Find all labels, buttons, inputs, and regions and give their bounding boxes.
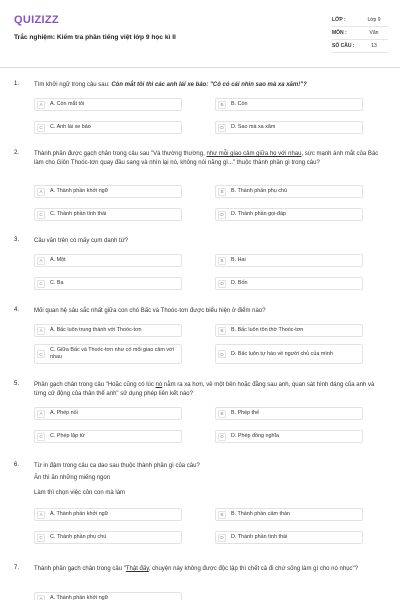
question-list	[0, 68, 400, 600]
meta-label: LỚP :	[332, 17, 346, 23]
option-letter-badge: A	[37, 257, 45, 265]
question-text: Tìm khởi ngữ trong câu sau: Còn mắt tôi thì các anh lái xe bảo: "Cô có cái nhìn sao mà xa xăm!"?	[34, 82, 307, 88]
answer-option[interactable]: D D. Bấc luôn tự hào về người chủ của mình	[215, 344, 363, 364]
option-letter-badge: B	[218, 327, 226, 335]
question-number: 3.	[14, 237, 20, 243]
option-letter-badge: D	[218, 433, 226, 441]
question-text: Câu văn trên có mấy cụm danh từ?	[34, 238, 129, 244]
poem-line: Làm thì chọn việc cỏn con mà làm	[34, 490, 126, 496]
meta-value: Văn	[369, 30, 379, 36]
option-letter-badge: C	[37, 350, 45, 358]
answer-option[interactable]: B B. Hai	[215, 254, 363, 267]
answer-option[interactable]: B B. Bấc luôn tôn thờ Thoóc-tơn	[215, 324, 363, 337]
option-letter-badge: A	[37, 327, 45, 335]
question-number: 1.	[14, 81, 20, 87]
quizizz-logo: QUIZIZZ	[14, 14, 59, 26]
answer-option[interactable]: B B. Còn	[215, 98, 363, 111]
question-number: 4.	[14, 307, 20, 313]
question-text: Mối quan hệ sâu sắc nhất giữa con chó Bấc và Thoóc-tơn được biểu hiện ở điểm nào?	[34, 308, 266, 314]
option-letter-badge: A	[37, 188, 45, 196]
worksheet-header	[0, 0, 400, 60]
option-letter-badge: C	[37, 211, 45, 219]
answer-option[interactable]: A A. Bấc luôn trung thành với Thoóc-tơn	[34, 324, 182, 337]
answer-option[interactable]: C C. Thành phần tình thái	[34, 208, 182, 221]
meta-label: MÔN :	[332, 30, 347, 36]
option-letter-badge: D	[218, 211, 226, 219]
question-number: 6.	[14, 462, 20, 468]
answer-option[interactable]: A A. Thành phần khởi ngữ	[34, 508, 182, 521]
option-letter-badge: A	[37, 595, 45, 600]
option-letter-badge: C	[37, 280, 45, 288]
answer-option[interactable]: C C. Thành phần phụ chú	[34, 531, 182, 544]
question-text: Thành phần gạch chân trong câu "Thật đấy, chuyện này không được độc lập thì chết cả đi chứ sống làm gì cho nó nhục"?	[34, 566, 359, 572]
answer-option[interactable]: A A. Một	[34, 254, 182, 267]
option-letter-badge: D	[218, 350, 226, 358]
option-letter-badge: B	[218, 410, 226, 418]
answer-option[interactable]: D D. Phép đồng nghĩa	[215, 430, 363, 443]
answer-option[interactable]: D D. Thành phần tình thái	[215, 531, 363, 544]
answer-option[interactable]: A A. Phép nối	[34, 407, 182, 420]
question-text: Phần gạch chân trong câu "Hoặc cũng có lúc nó nằm ra xa hơn, về một bên hoặc đằng sau anh, quan sát hình dáng của anh và từng cử động của thân thể anh" sử dụng phép liên kết nào?	[34, 382, 375, 397]
option-letter-badge: D	[218, 124, 226, 132]
answer-option[interactable]: A A. Còn mắt tôi	[34, 98, 182, 111]
answer-option[interactable]: A A. Thành phần khởi ngữ	[34, 185, 182, 198]
answer-option[interactable]: B B. Thành phần phụ chú	[215, 185, 363, 198]
question-number: 5.	[14, 381, 20, 387]
option-letter-badge: C	[37, 433, 45, 441]
meta-value: Lớp 9	[367, 17, 381, 23]
answer-option[interactable]: C C. Anh lái xe bảo	[34, 121, 182, 134]
answer-option[interactable]: B B. Thành phần cảm thán	[215, 508, 363, 521]
answer-option[interactable]: D D. Bốn	[215, 277, 363, 290]
option-letter-badge: D	[218, 534, 226, 542]
option-letter-badge: C	[37, 124, 45, 132]
answer-option[interactable]: C C. Ba	[34, 277, 182, 290]
page-title: Trắc nghiệm: Kiểm tra phần tiếng việt lớp 9 học kì II	[14, 34, 176, 41]
meta-row-class	[332, 14, 388, 27]
answer-option[interactable]: D D. Thành phần gọi-đáp	[215, 208, 363, 221]
answer-option[interactable]: C C. Giữa Bấc và Thoóc-tơn như có mối giao cảm với nhau	[34, 344, 182, 364]
option-letter-badge: B	[218, 511, 226, 519]
option-letter-badge: B	[218, 257, 226, 265]
answer-option[interactable]: A A. Thành phần khởi ngữ	[34, 592, 182, 600]
meta-info-table	[332, 14, 388, 53]
poem-line: Ăn thì ăn những miếng ngon	[34, 475, 111, 481]
meta-label: SỐ CÂU :	[332, 43, 355, 49]
question-number: 7.	[14, 565, 20, 571]
meta-value: 13	[371, 43, 377, 49]
answer-option[interactable]: C C. Phép lặp từ	[34, 430, 182, 443]
option-letter-badge: A	[37, 410, 45, 418]
question-number: 2.	[14, 150, 20, 156]
answer-option[interactable]: B B. Phép thế	[215, 407, 363, 420]
option-letter-badge: A	[37, 511, 45, 519]
question-text: Từ in đậm trong câu ca dao sau thuộc thành phần gì của câu?	[34, 463, 200, 469]
meta-row-count	[332, 40, 388, 53]
option-letter-badge: D	[218, 280, 226, 288]
option-letter-badge: B	[218, 188, 226, 196]
meta-row-subject	[332, 27, 388, 40]
option-letter-badge: B	[218, 101, 226, 109]
option-letter-badge: A	[37, 101, 45, 109]
option-letter-badge: C	[37, 534, 45, 542]
answer-option[interactable]: D D. Sao mà xa xăm	[215, 121, 363, 134]
question-text: Thành phần được gạch chân trong câu sau "Và thường thường, như mỗi giao cảm giữa họ với nhau, sức mạnh ánh mắt của Bác làm cho Giôn Thoóc-tơn quay đầu sang và nhìn lại nó, không nói năng gì..." thuộc thành phần gì trong câu?	[34, 151, 379, 166]
